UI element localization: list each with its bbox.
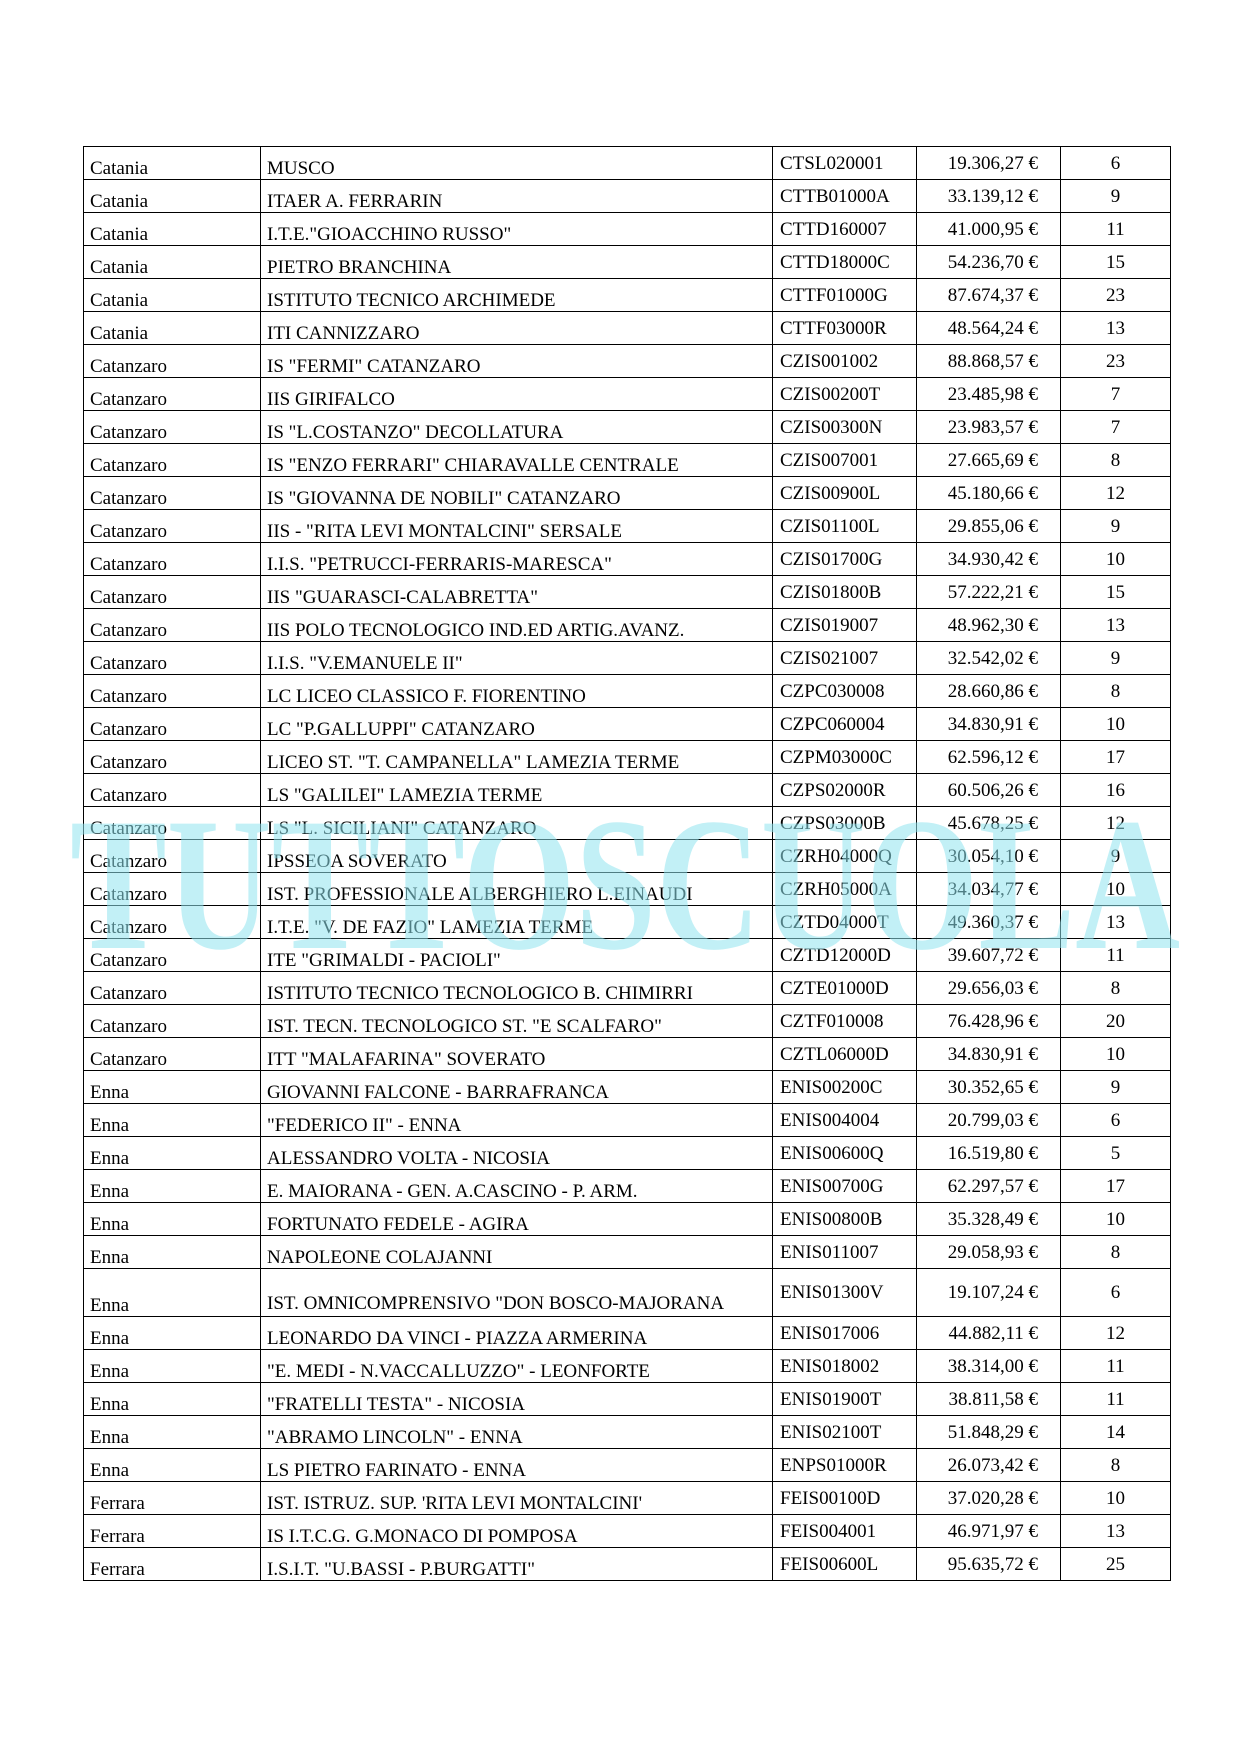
school-name-cell: IST. OMNICOMPRENSIVO "DON BOSCO-MAJORANA xyxy=(261,1269,773,1317)
table-row xyxy=(84,147,1171,180)
province-cell: Ferrara xyxy=(84,1515,261,1548)
amount-cell: 34.830,91 € xyxy=(917,1038,1061,1071)
school-name-cell: GIOVANNI FALCONE - BARRAFRANCA xyxy=(261,1071,773,1104)
amount-cell: 26.073,42 € xyxy=(917,1449,1061,1482)
table-row xyxy=(84,675,1171,708)
amount-cell: 44.882,11 € xyxy=(917,1317,1061,1350)
amount-cell: 62.297,57 € xyxy=(917,1170,1061,1203)
school-name-cell: I.S.I.T. "U.BASSI - P.BURGATTI" xyxy=(261,1548,773,1581)
province-cell: Catanzaro xyxy=(84,807,261,840)
count-cell: 20 xyxy=(1061,1005,1171,1038)
table-row xyxy=(84,576,1171,609)
amount-cell: 54.236,70 € xyxy=(917,246,1061,279)
school-code-cell: ENIS00200C xyxy=(773,1071,917,1104)
school-code-cell: CTTD160007 xyxy=(773,213,917,246)
count-cell: 11 xyxy=(1061,1383,1171,1416)
province-cell: Catanzaro xyxy=(84,972,261,1005)
province-cell: Enna xyxy=(84,1269,261,1317)
amount-cell: 30.352,65 € xyxy=(917,1071,1061,1104)
amount-cell: 19.306,27 € xyxy=(917,147,1061,180)
province-cell: Catanzaro xyxy=(84,378,261,411)
school-name-cell: MUSCO xyxy=(261,147,773,180)
table-row xyxy=(84,1170,1171,1203)
school-name-cell: I.I.S. "PETRUCCI-FERRARIS-MARESCA" xyxy=(261,543,773,576)
count-cell: 8 xyxy=(1061,1449,1171,1482)
school-code-cell: CZTL06000D xyxy=(773,1038,917,1071)
table-row xyxy=(84,1449,1171,1482)
school-name-cell: IIS "GUARASCI-CALABRETTA" xyxy=(261,576,773,609)
table-row xyxy=(84,444,1171,477)
amount-cell: 28.660,86 € xyxy=(917,675,1061,708)
table-row xyxy=(84,972,1171,1005)
school-name-cell: "ABRAMO LINCOLN" - ENNA xyxy=(261,1416,773,1449)
amount-cell: 34.034,77 € xyxy=(917,873,1061,906)
table-row xyxy=(84,840,1171,873)
table-row xyxy=(84,906,1171,939)
school-name-cell: IS "ENZO FERRARI" CHIARAVALLE CENTRALE xyxy=(261,444,773,477)
school-name-cell: I.T.E."GIOACCHINO RUSSO" xyxy=(261,213,773,246)
count-cell: 10 xyxy=(1061,1038,1171,1071)
amount-cell: 48.564,24 € xyxy=(917,312,1061,345)
count-cell: 6 xyxy=(1061,1104,1171,1137)
school-code-cell: CZIS01100L xyxy=(773,510,917,543)
school-name-cell: LC "P.GALLUPPI" CATANZARO xyxy=(261,708,773,741)
school-name-cell: I.T.E. "V. DE FAZIO" LAMEZIA TERME xyxy=(261,906,773,939)
amount-cell: 95.635,72 € xyxy=(917,1548,1061,1581)
school-code-cell: CTTD18000C xyxy=(773,246,917,279)
school-code-cell: ENIS01900T xyxy=(773,1383,917,1416)
school-name-cell: ISTITUTO TECNICO ARCHIMEDE xyxy=(261,279,773,312)
count-cell: 14 xyxy=(1061,1416,1171,1449)
count-cell: 8 xyxy=(1061,972,1171,1005)
school-name-cell: LS PIETRO FARINATO - ENNA xyxy=(261,1449,773,1482)
school-name-cell: ALESSANDRO VOLTA - NICOSIA xyxy=(261,1137,773,1170)
school-name-cell: E. MAIORANA - GEN. A.CASCINO - P. ARM. xyxy=(261,1170,773,1203)
amount-cell: 48.962,30 € xyxy=(917,609,1061,642)
count-cell: 10 xyxy=(1061,1482,1171,1515)
table-row xyxy=(84,1482,1171,1515)
school-name-cell: IST. PROFESSIONALE ALBERGHIERO L.EINAUDI xyxy=(261,873,773,906)
province-cell: Catanzaro xyxy=(84,873,261,906)
table-row xyxy=(84,1104,1171,1137)
count-cell: 12 xyxy=(1061,1317,1171,1350)
table-row xyxy=(84,1383,1171,1416)
table-row xyxy=(84,312,1171,345)
province-cell: Catanzaro xyxy=(84,906,261,939)
province-cell: Catanzaro xyxy=(84,939,261,972)
table-row xyxy=(84,1350,1171,1383)
school-name-cell: PIETRO BRANCHINA xyxy=(261,246,773,279)
school-name-cell: ITAER A. FERRARIN xyxy=(261,180,773,213)
province-cell: Enna xyxy=(84,1350,261,1383)
table-row xyxy=(84,708,1171,741)
school-code-cell: CTTF01000G xyxy=(773,279,917,312)
province-cell: Catania xyxy=(84,147,261,180)
province-cell: Catanzaro xyxy=(84,1005,261,1038)
province-cell: Catania xyxy=(84,213,261,246)
school-code-cell: FEIS00100D xyxy=(773,1482,917,1515)
school-code-cell: ENIS017006 xyxy=(773,1317,917,1350)
school-code-cell: CZIS00900L xyxy=(773,477,917,510)
school-code-cell: CZPS03000B xyxy=(773,807,917,840)
table-row xyxy=(84,642,1171,675)
table-row xyxy=(84,543,1171,576)
province-cell: Catanzaro xyxy=(84,741,261,774)
amount-cell: 34.830,91 € xyxy=(917,708,1061,741)
table-row xyxy=(84,510,1171,543)
school-name-cell: "E. MEDI - N.VACCALLUZZO" - LEONFORTE xyxy=(261,1350,773,1383)
school-name-cell: IST. ISTRUZ. SUP. 'RITA LEVI MONTALCINI' xyxy=(261,1482,773,1515)
school-code-cell: CZIS007001 xyxy=(773,444,917,477)
school-code-cell: CZIS01800B xyxy=(773,576,917,609)
amount-cell: 51.848,29 € xyxy=(917,1416,1061,1449)
school-name-cell: LS "GALILEI" LAMEZIA TERME xyxy=(261,774,773,807)
amount-cell: 37.020,28 € xyxy=(917,1482,1061,1515)
province-cell: Enna xyxy=(84,1137,261,1170)
province-cell: Catanzaro xyxy=(84,345,261,378)
province-cell: Enna xyxy=(84,1104,261,1137)
count-cell: 8 xyxy=(1061,675,1171,708)
amount-cell: 49.360,37 € xyxy=(917,906,1061,939)
amount-cell: 33.139,12 € xyxy=(917,180,1061,213)
count-cell: 23 xyxy=(1061,345,1171,378)
table-row xyxy=(84,1137,1171,1170)
school-name-cell: ITI CANNIZZARO xyxy=(261,312,773,345)
province-cell: Ferrara xyxy=(84,1548,261,1581)
schools-table xyxy=(83,146,1171,1581)
table-row xyxy=(84,1203,1171,1236)
province-cell: Enna xyxy=(84,1071,261,1104)
count-cell: 5 xyxy=(1061,1137,1171,1170)
province-cell: Enna xyxy=(84,1203,261,1236)
amount-cell: 41.000,95 € xyxy=(917,213,1061,246)
school-name-cell: ITE "GRIMALDI - PACIOLI" xyxy=(261,939,773,972)
count-cell: 11 xyxy=(1061,939,1171,972)
count-cell: 15 xyxy=(1061,576,1171,609)
count-cell: 12 xyxy=(1061,477,1171,510)
count-cell: 15 xyxy=(1061,246,1171,279)
school-code-cell: ENIS00600Q xyxy=(773,1137,917,1170)
school-name-cell: LC LICEO CLASSICO F. FIORENTINO xyxy=(261,675,773,708)
province-cell: Catanzaro xyxy=(84,411,261,444)
school-code-cell: CZTD04000T xyxy=(773,906,917,939)
table-row xyxy=(84,741,1171,774)
school-name-cell: FORTUNATO FEDELE - AGIRA xyxy=(261,1203,773,1236)
school-code-cell: ENIS01300V xyxy=(773,1269,917,1317)
table-row xyxy=(84,774,1171,807)
school-name-cell: LICEO ST. "T. CAMPANELLA" LAMEZIA TERME xyxy=(261,741,773,774)
table-row xyxy=(84,1269,1171,1317)
province-cell: Catanzaro xyxy=(84,840,261,873)
school-code-cell: CTSL020001 xyxy=(773,147,917,180)
school-name-cell: IS "FERMI" CATANZARO xyxy=(261,345,773,378)
count-cell: 17 xyxy=(1061,1170,1171,1203)
school-name-cell: IST. TECN. TECNOLOGICO ST. "E SCALFARO" xyxy=(261,1005,773,1038)
school-code-cell: ENIS018002 xyxy=(773,1350,917,1383)
amount-cell: 87.674,37 € xyxy=(917,279,1061,312)
school-code-cell: FEIS00600L xyxy=(773,1548,917,1581)
amount-cell: 38.314,00 € xyxy=(917,1350,1061,1383)
count-cell: 13 xyxy=(1061,1515,1171,1548)
count-cell: 11 xyxy=(1061,1350,1171,1383)
school-code-cell: CZIS01700G xyxy=(773,543,917,576)
count-cell: 16 xyxy=(1061,774,1171,807)
school-name-cell: NAPOLEONE COLAJANNI xyxy=(261,1236,773,1269)
province-cell: Catanzaro xyxy=(84,675,261,708)
table-body xyxy=(84,147,1171,1581)
school-name-cell: LEONARDO DA VINCI - PIAZZA ARMERINA xyxy=(261,1317,773,1350)
school-code-cell: CZPS02000R xyxy=(773,774,917,807)
school-code-cell: CZIS001002 xyxy=(773,345,917,378)
table-row xyxy=(84,1236,1171,1269)
school-code-cell: CZPC060004 xyxy=(773,708,917,741)
amount-cell: 29.855,06 € xyxy=(917,510,1061,543)
amount-cell: 46.971,97 € xyxy=(917,1515,1061,1548)
amount-cell: 57.222,21 € xyxy=(917,576,1061,609)
table-row xyxy=(84,279,1171,312)
province-cell: Catania xyxy=(84,246,261,279)
count-cell: 10 xyxy=(1061,873,1171,906)
school-name-cell: IIS GIRIFALCO xyxy=(261,378,773,411)
province-cell: Catanzaro xyxy=(84,1038,261,1071)
count-cell: 25 xyxy=(1061,1548,1171,1581)
table-row xyxy=(84,1515,1171,1548)
school-code-cell: CZIS00300N xyxy=(773,411,917,444)
table-row xyxy=(84,1038,1171,1071)
province-cell: Ferrara xyxy=(84,1482,261,1515)
count-cell: 9 xyxy=(1061,180,1171,213)
table-row xyxy=(84,411,1171,444)
amount-cell: 39.607,72 € xyxy=(917,939,1061,972)
count-cell: 9 xyxy=(1061,1071,1171,1104)
table-row xyxy=(84,1548,1171,1581)
province-cell: Catanzaro xyxy=(84,444,261,477)
school-code-cell: CZPM03000C xyxy=(773,741,917,774)
province-cell: Catania xyxy=(84,312,261,345)
school-code-cell: CZRH05000A xyxy=(773,873,917,906)
school-code-cell: CZRH04000Q xyxy=(773,840,917,873)
province-cell: Catanzaro xyxy=(84,510,261,543)
school-name-cell: IPSSEOA SOVERATO xyxy=(261,840,773,873)
school-code-cell: ENIS011007 xyxy=(773,1236,917,1269)
school-name-cell: IIS POLO TECNOLOGICO IND.ED ARTIG.AVANZ. xyxy=(261,609,773,642)
province-cell: Catanzaro xyxy=(84,576,261,609)
amount-cell: 19.107,24 € xyxy=(917,1269,1061,1317)
table-row xyxy=(84,1317,1171,1350)
province-cell: Enna xyxy=(84,1449,261,1482)
amount-cell: 62.596,12 € xyxy=(917,741,1061,774)
school-name-cell: IIS - "RITA LEVI MONTALCINI" SERSALE xyxy=(261,510,773,543)
school-code-cell: CZIS021007 xyxy=(773,642,917,675)
province-cell: Catanzaro xyxy=(84,774,261,807)
count-cell: 11 xyxy=(1061,213,1171,246)
table-row xyxy=(84,1005,1171,1038)
amount-cell: 30.054,10 € xyxy=(917,840,1061,873)
province-cell: Enna xyxy=(84,1317,261,1350)
school-code-cell: ENPS01000R xyxy=(773,1449,917,1482)
school-name-cell: LS "L. SICILIANI" CATANZARO xyxy=(261,807,773,840)
school-code-cell: CZIS00200T xyxy=(773,378,917,411)
count-cell: 6 xyxy=(1061,147,1171,180)
watermark-text: TUTTOSCUOLA xyxy=(70,790,1180,970)
school-name-cell: ISTITUTO TECNICO TECNOLOGICO B. CHIMIRRI xyxy=(261,972,773,1005)
school-code-cell: ENIS00700G xyxy=(773,1170,917,1203)
school-code-cell: CZPC030008 xyxy=(773,675,917,708)
count-cell: 13 xyxy=(1061,312,1171,345)
amount-cell: 27.665,69 € xyxy=(917,444,1061,477)
school-code-cell: CZTE01000D xyxy=(773,972,917,1005)
school-code-cell: FEIS004001 xyxy=(773,1515,917,1548)
amount-cell: 20.799,03 € xyxy=(917,1104,1061,1137)
count-cell: 23 xyxy=(1061,279,1171,312)
count-cell: 9 xyxy=(1061,840,1171,873)
school-name-cell: IS "L.COSTANZO" DECOLLATURA xyxy=(261,411,773,444)
table-row xyxy=(84,1071,1171,1104)
table-row xyxy=(84,609,1171,642)
table-row xyxy=(84,345,1171,378)
school-code-cell: ENIS004004 xyxy=(773,1104,917,1137)
amount-cell: 76.428,96 € xyxy=(917,1005,1061,1038)
table-row xyxy=(84,477,1171,510)
school-name-cell: "FRATELLI TESTA" - NICOSIA xyxy=(261,1383,773,1416)
table-row xyxy=(84,180,1171,213)
table-row xyxy=(84,213,1171,246)
table-row xyxy=(84,378,1171,411)
amount-cell: 32.542,02 € xyxy=(917,642,1061,675)
school-code-cell: CZTD12000D xyxy=(773,939,917,972)
school-code-cell: CTTF03000R xyxy=(773,312,917,345)
amount-cell: 16.519,80 € xyxy=(917,1137,1061,1170)
amount-cell: 34.930,42 € xyxy=(917,543,1061,576)
province-cell: Catania xyxy=(84,279,261,312)
count-cell: 13 xyxy=(1061,609,1171,642)
table-row xyxy=(84,1416,1171,1449)
table-row xyxy=(84,873,1171,906)
count-cell: 9 xyxy=(1061,510,1171,543)
count-cell: 7 xyxy=(1061,378,1171,411)
school-name-cell: IS I.T.C.G. G.MONACO DI POMPOSA xyxy=(261,1515,773,1548)
school-code-cell: ENIS02100T xyxy=(773,1416,917,1449)
count-cell: 10 xyxy=(1061,1203,1171,1236)
amount-cell: 35.328,49 € xyxy=(917,1203,1061,1236)
amount-cell: 45.180,66 € xyxy=(917,477,1061,510)
province-cell: Catania xyxy=(84,180,261,213)
school-code-cell: ENIS00800B xyxy=(773,1203,917,1236)
amount-cell: 29.656,03 € xyxy=(917,972,1061,1005)
province-cell: Catanzaro xyxy=(84,642,261,675)
province-cell: Enna xyxy=(84,1236,261,1269)
province-cell: Catanzaro xyxy=(84,477,261,510)
count-cell: 7 xyxy=(1061,411,1171,444)
table-row xyxy=(84,807,1171,840)
school-code-cell: CTTB01000A xyxy=(773,180,917,213)
amount-cell: 88.868,57 € xyxy=(917,345,1061,378)
province-cell: Enna xyxy=(84,1416,261,1449)
amount-cell: 23.983,57 € xyxy=(917,411,1061,444)
count-cell: 13 xyxy=(1061,906,1171,939)
count-cell: 8 xyxy=(1061,444,1171,477)
table-row xyxy=(84,246,1171,279)
province-cell: Catanzaro xyxy=(84,609,261,642)
count-cell: 10 xyxy=(1061,708,1171,741)
school-name-cell: ITT "MALAFARINA" SOVERATO xyxy=(261,1038,773,1071)
province-cell: Enna xyxy=(84,1170,261,1203)
school-name-cell: IS "GIOVANNA DE NOBILI" CATANZARO xyxy=(261,477,773,510)
count-cell: 6 xyxy=(1061,1269,1171,1317)
school-name-cell: I.I.S. "V.EMANUELE II" xyxy=(261,642,773,675)
province-cell: Catanzaro xyxy=(84,708,261,741)
amount-cell: 45.678,25 € xyxy=(917,807,1061,840)
school-code-cell: CZTF010008 xyxy=(773,1005,917,1038)
amount-cell: 38.811,58 € xyxy=(917,1383,1061,1416)
count-cell: 8 xyxy=(1061,1236,1171,1269)
school-code-cell: CZIS019007 xyxy=(773,609,917,642)
count-cell: 17 xyxy=(1061,741,1171,774)
amount-cell: 60.506,26 € xyxy=(917,774,1061,807)
province-cell: Enna xyxy=(84,1383,261,1416)
amount-cell: 23.485,98 € xyxy=(917,378,1061,411)
school-name-cell: "FEDERICO II" - ENNA xyxy=(261,1104,773,1137)
province-cell: Catanzaro xyxy=(84,543,261,576)
table-row xyxy=(84,939,1171,972)
count-cell: 10 xyxy=(1061,543,1171,576)
count-cell: 9 xyxy=(1061,642,1171,675)
count-cell: 12 xyxy=(1061,807,1171,840)
amount-cell: 29.058,93 € xyxy=(917,1236,1061,1269)
